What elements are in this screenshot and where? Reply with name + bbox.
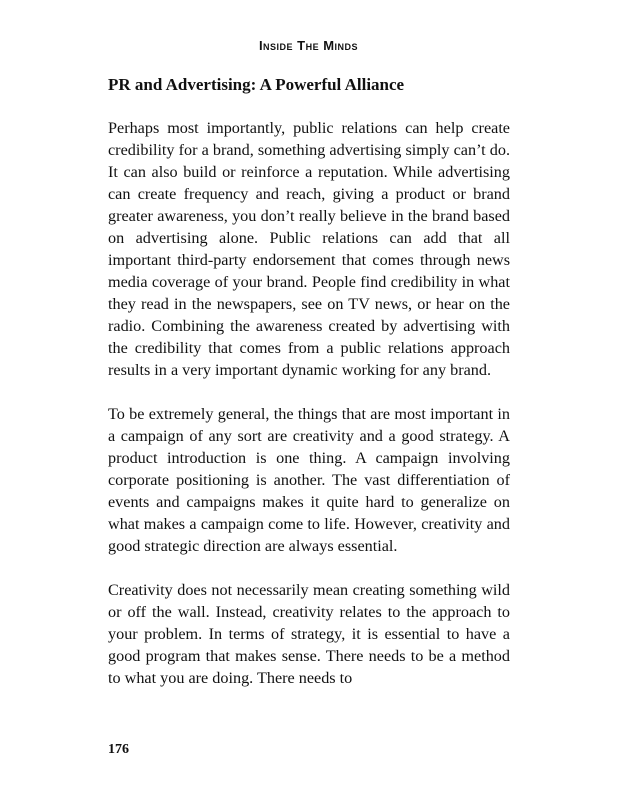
paragraph-creativity-definition: Creativity does not necessarily mean creating something wild or off the wall. Instead, creativity relates to the approach to your problem. In terms of strategy, it is essential to have a good program that makes sense. There needs to be a method to what you are doing. There needs to xyxy=(108,581,510,687)
page-number: 176 xyxy=(108,742,129,757)
running-header: Inside The Minds xyxy=(258,38,359,53)
section-title: PR and Advertising: A Powerful Alliance xyxy=(108,75,405,94)
paragraph-creativity-strategy: To be extremely general, the things that are most important in a campaign of any sort are creativity and a good strategy. A product introduction is one thing. A campaign involving corporate positioning is another. The vast differentiation of events and campaigns makes it quite hard to generalize on what makes a campaign come to life. However, creativity and good strategic direction are always essential. xyxy=(108,405,510,555)
paragraph-credibility: Perhaps most importantly, public relations can help create credibility for a brand, something advertising simply can’t do. It can also build or reinforce a reputation. While advertising can create frequency and reach, giving a product or brand greater awareness, you don’t really believe in the brand based on advertising alone. Public relations can add that all important third-party endorsement that comes through news media coverage of your brand. People find credibility in what they read in the newspapers, see on TV news, or hear on the radio. Combining the awareness created by advertising with the credibility that comes from a public relations approach results in a very important dynamic working for any brand. xyxy=(108,119,510,379)
body-text xyxy=(108,117,510,711)
